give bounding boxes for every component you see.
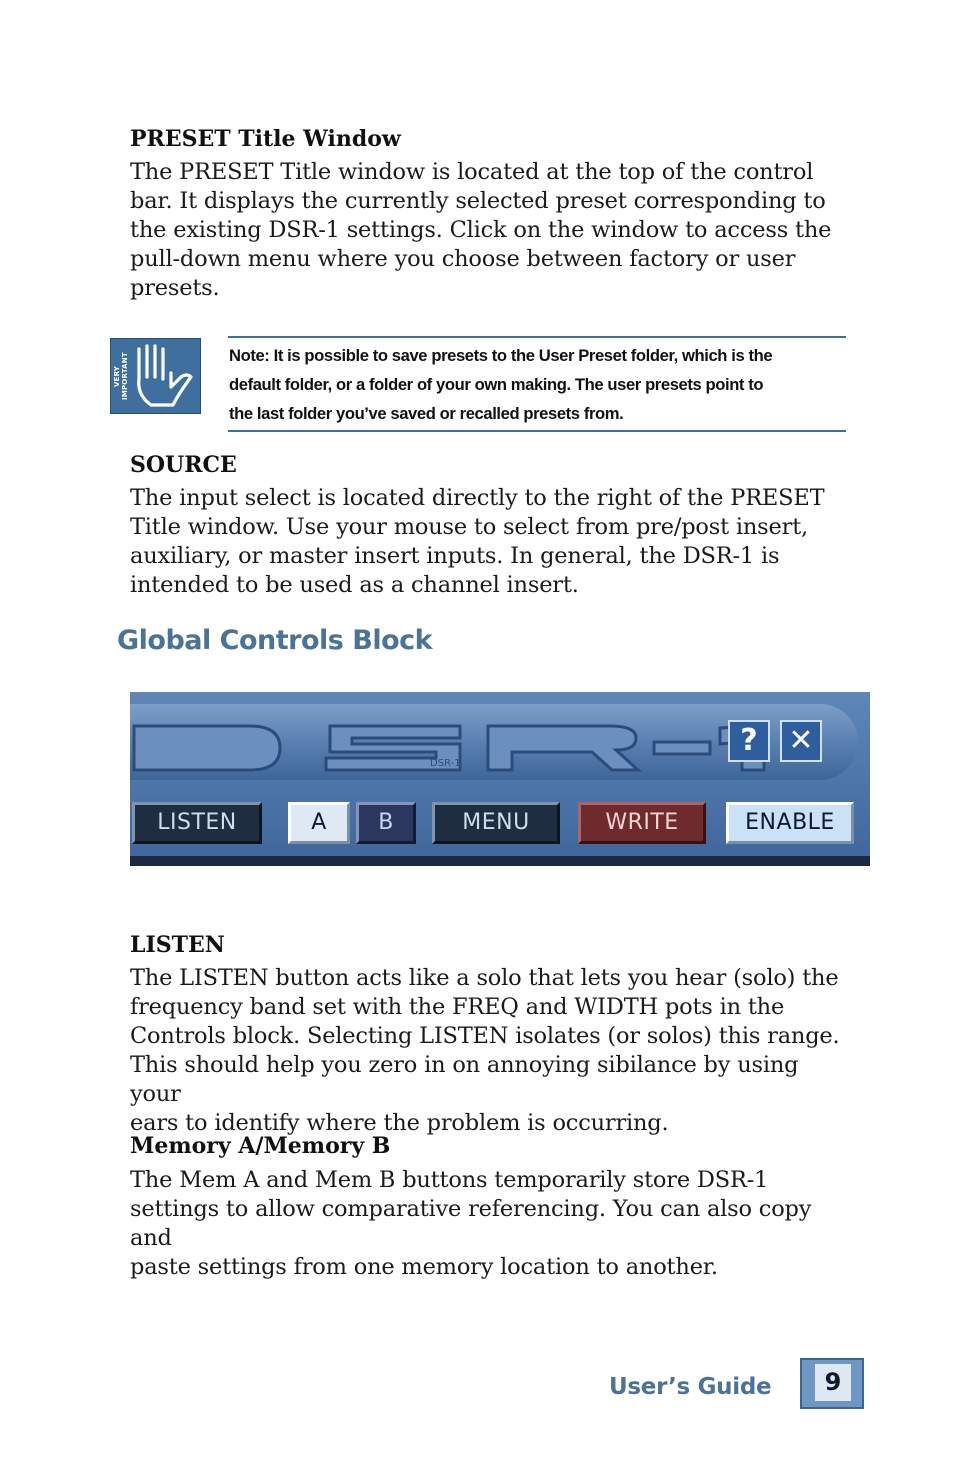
listen-button[interactable]: LISTEN: [132, 802, 262, 844]
text-line: pull-down menu where you choose between factory or user: [130, 246, 796, 272]
memory-b-button[interactable]: B: [356, 802, 416, 844]
footer-users-guide: User’s Guide: [609, 1374, 772, 1400]
text-line: The PRESET Title window is located at the top of the control: [130, 159, 814, 185]
very-important-badge: [110, 338, 201, 414]
text-line: ears to identify where the problem is occurring.: [130, 1110, 669, 1136]
text-line: bar. It displays the currently selected preset corresponding to: [130, 188, 826, 214]
paragraph-listen: [130, 964, 850, 1138]
heading-preset-title-window: PRESET Title Window: [130, 126, 401, 152]
text-line: settings to allow comparative referencing. You can also copy and: [130, 1196, 812, 1251]
text-line: The LISTEN button acts like a solo that lets you hear (solo) the: [130, 965, 839, 991]
menu-button[interactable]: MENU: [432, 802, 560, 844]
write-button[interactable]: WRITE: [578, 802, 706, 844]
page-number-badge: [800, 1358, 864, 1409]
paragraph-preset-title-window: [130, 158, 850, 303]
text-line: auxiliary, or master insert inputs. In general, the DSR-1 is: [130, 543, 780, 569]
page-number: 9: [815, 1364, 851, 1401]
panel-bottom-edge: [130, 856, 870, 866]
text-line: the existing DSR-1 settings. Click on the window to access the: [130, 217, 832, 243]
dsr1-global-controls-panel: [130, 692, 870, 866]
note-text: [229, 341, 849, 428]
text-line: frequency band set with the FREQ and WIDTH pots in the: [130, 994, 785, 1020]
text-line: intended to be used as a channel insert.: [130, 572, 579, 598]
note-line: the last folder you’ve saved or recalled presets from.: [229, 404, 624, 423]
text-line: Title window. Use your mouse to select from pre/post insert,: [130, 514, 808, 540]
help-button[interactable]: ?: [728, 720, 770, 762]
heading-listen: LISTEN: [130, 932, 225, 958]
close-button[interactable]: ✕: [780, 720, 822, 762]
heading-memory-a-b: Memory A/Memory B: [130, 1133, 391, 1159]
text-line: Controls block. Selecting LISTEN isolates (or solos) this range.: [130, 1023, 840, 1049]
text-line: This should help you zero in on annoying sibilance by using your: [130, 1052, 799, 1107]
enable-button[interactable]: ENABLE: [726, 802, 854, 844]
raised-hand-icon: [133, 343, 195, 409]
very-important-label: VERY IMPORTANT: [113, 352, 129, 400]
text-line: presets.: [130, 275, 220, 301]
note-line: default folder, or a folder of your own making. The user presets point to: [229, 375, 764, 394]
text-line: paste settings from one memory location to another.: [130, 1254, 718, 1280]
paragraph-source: [130, 484, 850, 600]
memory-a-button[interactable]: A: [288, 802, 350, 844]
note-rule-top: [228, 336, 846, 338]
text-line: The Mem A and Mem B buttons temporarily store DSR-1: [130, 1167, 769, 1193]
global-controls-block-title: Global Controls Block: [117, 625, 433, 656]
heading-source: SOURCE: [130, 452, 237, 478]
note-rule-bottom: [228, 430, 846, 432]
note-line: Note: It is possible to save presets to the User Preset folder, which is the: [229, 346, 773, 365]
text-line: The input select is located directly to the right of the PRESET: [130, 485, 825, 511]
logo-caption: DSR-1: [430, 758, 461, 769]
paragraph-memory-a-b: [130, 1166, 850, 1282]
